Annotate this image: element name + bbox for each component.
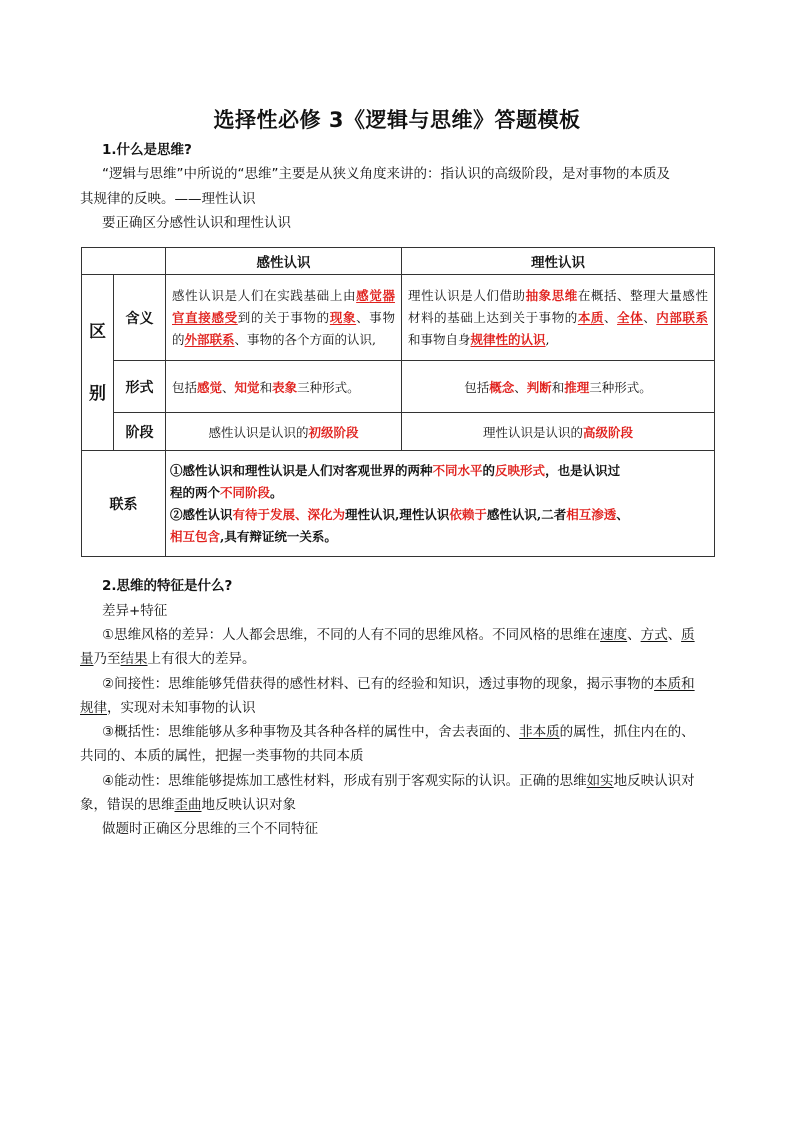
section2-p2-line1: ②间接性：思维能够凭借获得的感性材料、已有的经验和知识，透过事物的现象，揭示事物的本质和 — [102, 676, 695, 692]
difference-label-1: 区 — [89, 321, 106, 342]
difference-label-2: 别 — [89, 383, 106, 404]
comparison-table — [81, 247, 715, 557]
section2-p3-line2: 共同的、本质的属性，把握一类事物的共同本质 — [80, 748, 364, 764]
table-corner-cell — [82, 248, 166, 275]
section2-p4-line1: ④能动性：思维能够提炼加工感性材料，形成有别于客观实际的认识。正确的思维如实地反映认识对 — [102, 773, 695, 789]
header-rational: 理性认识 — [402, 248, 715, 275]
section2-p1-line2: 量乃至结果上有很大的差异。 — [80, 651, 256, 667]
form-rational: 包括概念、判断和推理三种形式。 — [402, 361, 715, 413]
header-perceptual: 感性认识 — [166, 248, 402, 275]
difference-label-cell — [82, 275, 114, 451]
section2-p3-line1: ③概括性：思维能够从多种事物及其各种各样的属性中，舍去表面的、非本质的属性，抓住内在的、 — [102, 724, 695, 740]
relation-line1: ①感性认识和理性认识是人们对客观世界的两种不同水平的反映形式，也是认识过 — [170, 462, 621, 478]
meaning-rational: 理性认识是人们借助抽象思维在概括、整理大量感性材料的基础上达到关于事物的本质、全体、内部联系和事物自身规律性的认识, — [402, 275, 715, 361]
row-label-form: 形式 — [114, 361, 166, 413]
section2-heading: 2.思维的特征是什么? — [102, 578, 233, 594]
section2-p1-line1: ①思维风格的差异：人人都会思维，不同的人有不同的思维风格。不同风格的思维在速度、方式、质 — [102, 627, 695, 643]
table-row-relation — [82, 451, 715, 557]
section1-paragraph-line2: 其规律的反映。——理性认识 — [80, 191, 256, 207]
stage-rational: 理性认识是认识的高级阶段 — [402, 413, 715, 451]
row-label-relation: 联系 — [82, 451, 166, 557]
relation-line3: ②感性认识有待于发展、深化为理性认识,理性认识依赖于感性认识,二者相互渗透、 — [170, 506, 629, 522]
section1-note: 要正确区分感性认识和理性认识 — [102, 215, 291, 231]
relation-line2: 程的两个不同阶段。 — [170, 484, 283, 500]
table-header-row — [82, 248, 715, 275]
page-title: 选择性必修 3《逻辑与思维》答题模板 — [213, 108, 581, 132]
section1-heading: 1.什么是思维? — [102, 142, 192, 158]
stage-perceptual: 感性认识是认识的初级阶段 — [166, 413, 402, 451]
table-row-meaning — [82, 275, 715, 361]
row-label-stage: 阶段 — [114, 413, 166, 451]
table-row-form — [82, 361, 715, 413]
section2-note: 做题时正确区分思维的三个不同特征 — [102, 821, 318, 837]
section2-subheading: 差异+特征 — [102, 603, 168, 619]
relation-line4: 相互包含,具有辩证统一关系。 — [170, 528, 337, 544]
form-perceptual: 包括感觉、知觉和表象三种形式。 — [166, 361, 402, 413]
relation-text — [166, 451, 715, 557]
meaning-perceptual: 感性认识是人们在实践基础上由感觉器官直接感受到的关于事物的现象、事物的外部联系、事物的各个方面的认识, — [166, 275, 402, 361]
table-row-stage — [82, 413, 715, 451]
section2-p4-line2: 象，错误的思维歪曲地反映认识对象 — [80, 797, 296, 813]
row-label-meaning: 含义 — [114, 275, 166, 361]
section2-p2-line2: 规律，实现对未知事物的认识 — [80, 700, 256, 716]
section1-paragraph-line1: “逻辑与思维”中所说的“思维”主要是从狭义角度来讲的：指认识的高级阶段，是对事物的本质及 — [102, 166, 670, 182]
